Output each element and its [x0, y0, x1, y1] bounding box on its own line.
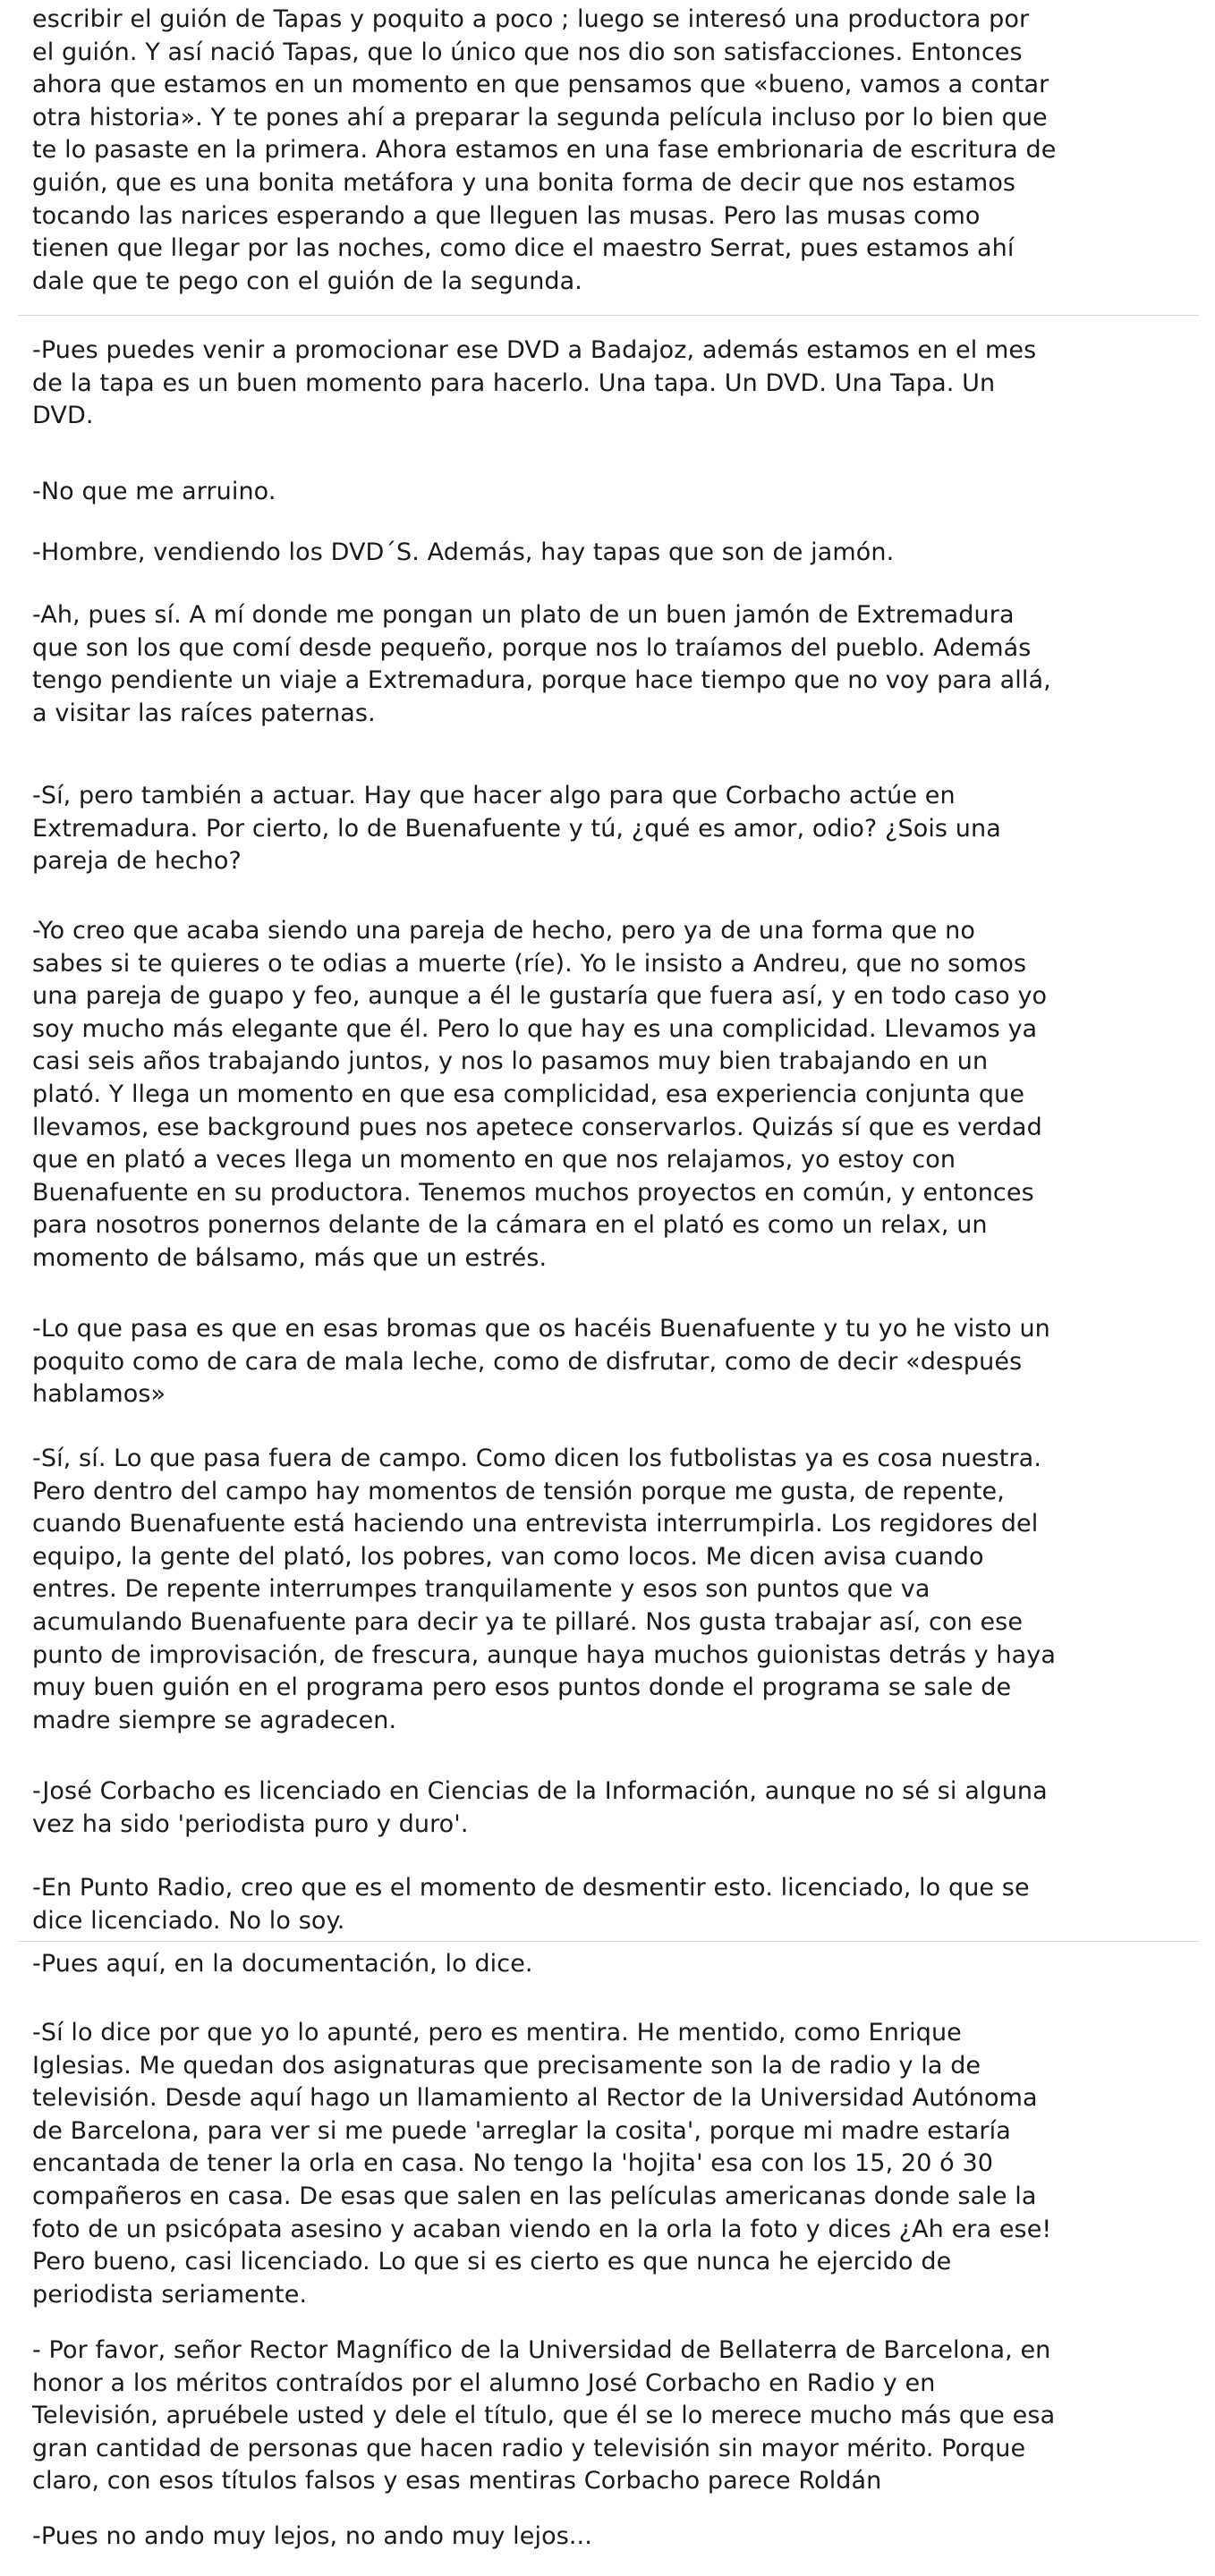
paragraph	[32, 1872, 1195, 1937]
text-line: poquito como de cara de mala leche, como de disfrutar, como de decir «después	[32, 1347, 1023, 1376]
text-line: gran cantidad de personas que hacen radio y televisión sin mayor mérito. Porque	[32, 2434, 1026, 2462]
paragraph	[32, 1443, 1195, 1737]
text-line: -José Corbacho es licenciado en Ciencias de la Información, aunque no sé si alguna	[32, 1777, 1048, 1805]
text-line: punto de improvisación, de frescura, aunque haya muchos guionistas detrás y haya	[32, 1640, 1057, 1669]
text-line: -Sí lo dice por que yo lo apunté, pero es mentira. He mentido, como Enrique	[32, 2019, 962, 2046]
text-line: una pareja de guapo y feo, aunque a él le gustaría que fuera así, y en todo caso yo	[32, 982, 1048, 1011]
text-line: para nosotros ponernos delante de la cámara en el plató es como un relax, un	[32, 1211, 988, 1240]
paragraph	[32, 1948, 1195, 1981]
text-line: sabes si te quieres o te odias a muerte (ríe). Yo le insisto a Andreu, que no somos	[32, 949, 1027, 978]
paragraph	[32, 780, 1195, 878]
text-line: muy buen guión en el programa pero esos puntos donde el programa se sale de	[32, 1674, 1012, 1702]
text-line: Buenafuente en su productora. Tenemos muchos proyectos en común, y entonces	[32, 1178, 1034, 1207]
text-line: foto de un psicópata asesino y acaban viendo en la orla la foto y dices ¿Ah era ese!	[32, 2215, 1052, 2243]
text-line: -Hombre, vendiendo los DVD´S. Además, hay tapas que son de jamón.	[32, 538, 895, 566]
text-line: -Pues no ando muy lejos, no ando muy lejos...	[32, 2522, 592, 2550]
text-line: Pero bueno, casi licenciado. Lo que si es cierto es que nunca he ejercido de	[32, 2248, 952, 2276]
paragraph	[32, 4, 1195, 298]
text-line: tocando las narices esperando a que lleguen las musas. Pero las musas como	[32, 201, 981, 230]
paragraph	[32, 335, 1195, 433]
text-line: casi seis años trabajando juntos, y nos lo pasamos muy bien trabajando en un	[32, 1047, 989, 1076]
text-line: -Sí, sí. Lo que pasa fuera de campo. Como dicen los futbolistas ya es cosa nuestra.	[32, 1445, 1041, 1472]
text-line: llevamos, ese background pues nos apetece conservarlos. Quizás sí que es verdad	[32, 1113, 1042, 1141]
text-line: -Ah, pues sí. A mí donde me pongan un plato de un buen jamón de Extremadura	[32, 601, 1015, 629]
text-line: madre siempre se agradecen.	[32, 1706, 397, 1734]
text-line: hablamos»	[32, 1380, 166, 1409]
text-line: de Barcelona, para ver si me puede 'arreglar la cosita', porque mi madre estaría	[32, 2116, 1011, 2145]
text-line: Iglesias. Me quedan dos asignaturas que precisamente son la de radio y la de	[32, 2051, 981, 2080]
text-line: dice licenciado. No lo soy.	[32, 1906, 345, 1935]
text-line: -Lo que pasa es que en esas bromas que os hacéis Buenafuente y tu yo he visto un	[32, 1315, 1050, 1343]
text-line: entres. De repente interrumpes tranquilamente y esos son puntos que va	[32, 1575, 930, 1604]
text-line: tengo pendiente un viaje a Extremadura, porque hace tiempo que no voy para allá,	[32, 666, 1051, 695]
paragraph	[32, 1313, 1195, 1411]
text-line: tienen que llegar por las noches, como dice el maestro Serrat, pues estamos ahí	[32, 234, 1015, 263]
text-line: otra historia». Y te pones ahí a preparar la segunda película incluso por lo bien que	[32, 103, 1048, 131]
scan-divider-line	[18, 315, 1199, 316]
text-line: vez ha sido 'periodista puro y duro'.	[32, 1809, 469, 1838]
text-line: -Sí, pero también a actuar. Hay que hacer algo para que Corbacho actúe en	[32, 782, 956, 809]
text-line: Extremadura. Por cierto, lo de Buenafuente y tú, ¿qué es amor, odio? ¿Sois una	[32, 814, 1001, 843]
scan-divider-line	[18, 1941, 1199, 1942]
text-line: guión, que es una bonita metáfora y una bonita forma de decir que nos estamos	[32, 168, 1016, 197]
paragraph	[32, 2334, 1195, 2498]
text-line: Televisión, apruébele usted y dele el título, que él se lo merece mucho más que esa	[32, 2402, 1056, 2430]
text-line: plató. Y llega un momento en que esa complicidad, esa experiencia conjunta que	[32, 1080, 1025, 1108]
text-line: -Yo creo que acaba siendo una pareja de hecho, pero ya de una forma que no	[32, 917, 975, 945]
text-line: -Pues aquí, en la documentación, lo dice.	[32, 1950, 533, 1978]
text-line: pareja de hecho?	[32, 847, 242, 876]
paragraph	[32, 537, 1195, 570]
text-line: ahora que estamos en un momento en que pensamos que «bueno, vamos a contar	[32, 71, 1049, 99]
paragraph	[32, 599, 1195, 730]
text-line: honor a los méritos contraídos por el alumno José Corbacho en Radio y en	[32, 2368, 936, 2397]
text-line: a visitar las raíces paternas.	[32, 699, 376, 727]
text-line: cuando Buenafuente está haciendo una entrevista interrumpirla. Los regidores del	[32, 1510, 1039, 1538]
text-line: equipo, la gente del plató, los pobres, van como locos. Me dicen avisa cuando	[32, 1542, 984, 1571]
paragraph	[32, 2017, 1195, 2311]
text-line: que en plató a veces llega un momento en que nos relajamos, yo estoy con	[32, 1146, 956, 1174]
text-line: Pero dentro del campo hay momentos de tensión porque me gusta, de repente,	[32, 1477, 1005, 1505]
text-line: compañeros en casa. De esas que salen en las películas americanas donde sale la	[32, 2182, 1037, 2210]
text-line: que son los que comí desde pequeño, porque nos lo traíamos del pueblo. Además	[32, 633, 1032, 662]
text-line: escribir el guión de Tapas y poquito a poco ; luego se interesó una productora por	[32, 5, 1030, 33]
text-line: encantada de tener la orla en casa. No tengo la 'hojita' esa con los 15, 20 ó 30	[32, 2149, 994, 2178]
text-line: momento de bálsamo, más que un estrés.	[32, 1243, 548, 1272]
text-line: televisión. Desde aquí hago un llamamiento al Rector de la Universidad Autónoma	[32, 2084, 1038, 2113]
paragraph	[32, 476, 1195, 509]
text-line: el guión. Y así nació Tapas, que lo único que nos dio son satisfacciones. Entonces	[32, 38, 1023, 66]
paragraph	[32, 1775, 1195, 1841]
text-line: de la tapa es un buen momento para hacerlo. Una tapa. Un DVD. Una Tapa. Un	[32, 369, 996, 397]
text-line: te lo pasaste en la primera. Ahora estamos en una fase embrionaria de escritura de	[32, 136, 1057, 165]
text-line: - Por favor, señor Rector Magnífico de la Universidad de Bellaterra de Barcelona, en	[32, 2336, 1051, 2364]
paragraph	[32, 915, 1195, 1275]
text-line: dale que te pego con el guión de la segunda.	[32, 267, 582, 295]
paragraph	[32, 2521, 1195, 2554]
text-line: -En Punto Radio, creo que es el momento de desmentir esto. licenciado, lo que se	[32, 1874, 1030, 1902]
text-line: DVD.	[32, 402, 94, 430]
text-line: claro, con esos títulos falsos y esas mentiras Corbacho parece Roldán	[32, 2467, 882, 2496]
text-line: acumulando Buenafuente para decir ya te pillaré. Nos gusta trabajar así, con ese	[32, 1607, 1024, 1636]
text-line: -Pues puedes venir a promocionar ese DVD a Badajoz, además estamos en el mes	[32, 336, 1037, 364]
text-line: -No que me arruino.	[32, 478, 276, 505]
text-line: soy mucho más elegante que él. Pero lo que hay es una complicidad. Llevamos ya	[32, 1014, 1038, 1043]
text-line: periodista seriamente.	[32, 2280, 308, 2309]
